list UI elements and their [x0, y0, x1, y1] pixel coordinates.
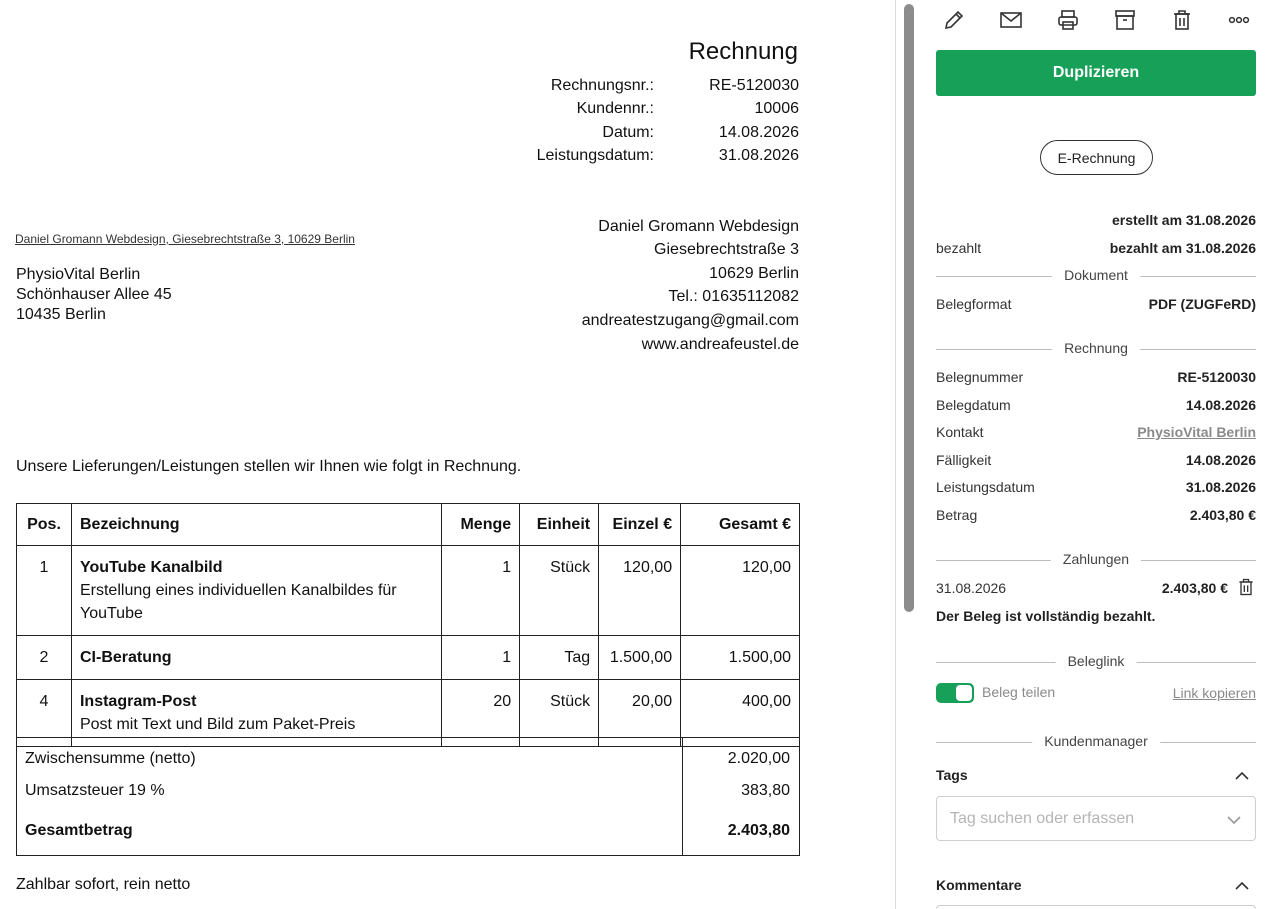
column-header-unit-price: Einzel € [599, 504, 681, 546]
pencil-icon[interactable] [939, 6, 969, 34]
company-city: 10629 Berlin [709, 265, 799, 282]
meta-label: Datum: [602, 124, 654, 141]
detail-value: RE-5120030 [1177, 369, 1256, 385]
mail-icon[interactable] [996, 6, 1026, 34]
belegformat-label: Belegformat [936, 296, 1012, 312]
paid-date: bezahlt am 31.08.2026 [1109, 240, 1256, 256]
cell-unit: Stück [520, 680, 599, 747]
detail-value: 2.403,80 € [1189, 507, 1256, 523]
sender-address-line: Daniel Gromann Webdesign, Giesebrechtstraße 3, 10629 Berlin [15, 232, 355, 246]
section-document-title: Dokument [1052, 267, 1140, 283]
item-description: Post mit Text und Bild zum Paket-Preis [79, 716, 356, 733]
grand-total-value: 2.403,80 [727, 822, 790, 839]
company-name: Daniel Gromann Webdesign [598, 218, 799, 235]
subtotal-value: 2.020,00 [727, 750, 790, 767]
column-header-quantity: Menge [442, 504, 520, 546]
duplicate-button[interactable]: Duplizieren [936, 50, 1256, 96]
detail-label: Belegdatum [936, 397, 1011, 413]
cell-description [71, 636, 441, 680]
company-street: Giesebrechtstraße 3 [654, 241, 799, 258]
company-email: andreatestzugang@gmail.com [581, 312, 799, 329]
meta-value: 10006 [754, 100, 799, 117]
meta-value: 14.08.2026 [718, 124, 799, 141]
meta-value: 31.08.2026 [718, 147, 799, 164]
meta-label: Kundennr.: [576, 100, 654, 117]
detail-value: 14.08.2026 [1185, 452, 1256, 468]
column-header-unit: Einheit [520, 504, 599, 546]
item-title: YouTube Kanalbild [79, 559, 223, 576]
delete-payment-icon[interactable] [1236, 577, 1256, 597]
line-items-table [16, 503, 800, 747]
share-toggle-label: Beleg teilen [982, 684, 1056, 700]
totals-divider [682, 738, 683, 855]
fully-paid-note: Der Beleg ist vollständig bezahlt. [936, 608, 1156, 624]
item-description: Erstellung eines individuellen Kanalbildes für YouTube [79, 582, 397, 622]
contact-link[interactable]: PhysioVital Berlin [1137, 424, 1256, 440]
paid-row [936, 240, 1256, 260]
copy-link[interactable]: Link kopieren [1172, 685, 1256, 701]
created-date: erstellt am 31.08.2026 [1112, 212, 1256, 228]
tag-search-placeholder: Tag suchen oder erfassen [950, 810, 1135, 827]
tax-label: Umsatzsteuer 19 % [25, 782, 165, 799]
detail-label: Kontakt [936, 424, 984, 440]
cell-total: 400,00 [681, 680, 800, 747]
invoice-title: Rechnung [688, 38, 798, 65]
payment-row [936, 580, 1256, 600]
detail-row [936, 452, 1256, 472]
section-beleglink [936, 652, 1256, 672]
cell-unit-price: 120,00 [599, 546, 681, 636]
comments-accordion[interactable] [936, 875, 1256, 897]
table-row [17, 546, 800, 636]
detail-row [936, 479, 1256, 499]
detail-value: 31.08.2026 [1185, 479, 1256, 495]
detail-label: Betrag [936, 507, 978, 523]
payment-amount: 2.403,80 € [1161, 580, 1228, 596]
table-row [17, 636, 800, 680]
item-title: Instagram-Post [79, 693, 197, 710]
section-customer-manager [936, 732, 1256, 752]
cell-quantity: 20 [442, 680, 520, 747]
cell-pos: 2 [17, 636, 72, 680]
recipient-street: Schönhauser Allee 45 [16, 286, 172, 303]
invoice-sidebar [936, 0, 1256, 909]
item-title: CI-Beratung [79, 649, 172, 666]
chevron-up-icon [1234, 768, 1250, 784]
printer-icon[interactable] [1053, 6, 1083, 34]
cell-unit: Stück [520, 546, 599, 636]
meta-value: RE-5120030 [709, 77, 799, 94]
recipient-name: PhysioVital Berlin [16, 266, 141, 283]
comments-title: Kommentare [936, 877, 1022, 893]
tags-title: Tags [936, 767, 968, 783]
action-toolbar [936, 6, 1256, 34]
meta-label: Rechnungsnr.: [550, 77, 654, 94]
created-row [936, 212, 1256, 232]
preview-scrollbar[interactable] [904, 4, 914, 612]
company-phone: Tel.: 01635112082 [668, 288, 799, 305]
section-beleglink-title: Beleglink [1056, 653, 1137, 669]
tags-accordion[interactable] [936, 765, 1256, 787]
detail-label: Leistungsdatum [936, 479, 1035, 495]
detail-row [936, 397, 1256, 417]
section-payments [936, 550, 1256, 570]
subtotal-label: Zwischensumme (netto) [25, 750, 196, 767]
payment-date: 31.08.2026 [936, 580, 1007, 596]
cell-unit-price: 20,00 [599, 680, 681, 747]
payment-terms: Zahlbar sofort, rein netto [16, 876, 191, 893]
more-icon[interactable] [1224, 6, 1254, 34]
section-payments-title: Zahlungen [1051, 551, 1141, 567]
cell-pos: 4 [17, 680, 72, 747]
share-toggle[interactable] [936, 683, 974, 703]
tax-value: 383,80 [741, 782, 790, 799]
cell-total: 120,00 [681, 546, 800, 636]
company-website: www.andreafeustel.de [641, 336, 799, 353]
archive-icon[interactable] [1110, 6, 1140, 34]
invoice-intro: Unsere Lieferungen/Leistungen stellen wir Ihnen wie folgt in Rechnung. [16, 458, 522, 475]
totals-box [16, 737, 800, 856]
detail-label: Fälligkeit [936, 452, 992, 468]
grand-total-label: Gesamtbetrag [25, 822, 133, 839]
cell-quantity: 1 [442, 636, 520, 680]
detail-value: 14.08.2026 [1185, 397, 1256, 413]
belegformat-value: PDF (ZUGFeRD) [1148, 296, 1256, 312]
section-document [936, 266, 1256, 286]
detail-row [936, 507, 1256, 527]
cell-total: 1.500,00 [681, 636, 800, 680]
column-header-description: Bezeichnung [71, 504, 441, 546]
cell-quantity: 1 [442, 546, 520, 636]
cell-unit: Tag [520, 636, 599, 680]
paid-status-label: bezahlt [936, 240, 982, 256]
comment-input[interactable] [936, 905, 1256, 909]
meta-label: Leistungsdatum: [536, 147, 654, 164]
cell-pos: 1 [17, 546, 72, 636]
section-invoice [936, 339, 1256, 359]
detail-row [936, 369, 1256, 389]
toggle-knob [956, 685, 972, 701]
column-header-pos: Pos. [17, 504, 72, 546]
table-header-row [17, 504, 800, 546]
belegformat-row [936, 296, 1256, 316]
detail-label: Belegnummer [936, 369, 1024, 385]
cell-description [71, 546, 441, 636]
recipient-city: 10435 Berlin [16, 306, 106, 323]
trash-icon[interactable] [1167, 6, 1197, 34]
chevron-up-icon [1234, 878, 1250, 894]
detail-row [936, 424, 1256, 444]
chevron-down-icon[interactable] [1225, 811, 1243, 829]
cell-unit-price: 1.500,00 [599, 636, 681, 680]
column-header-total: Gesamt € [681, 504, 800, 546]
e-rechnung-button[interactable]: E-Rechnung [1040, 140, 1153, 175]
section-invoice-title: Rechnung [1052, 340, 1140, 356]
section-customer-manager-title: Kundenmanager [1032, 733, 1160, 749]
tag-search-input[interactable] [936, 796, 1256, 841]
